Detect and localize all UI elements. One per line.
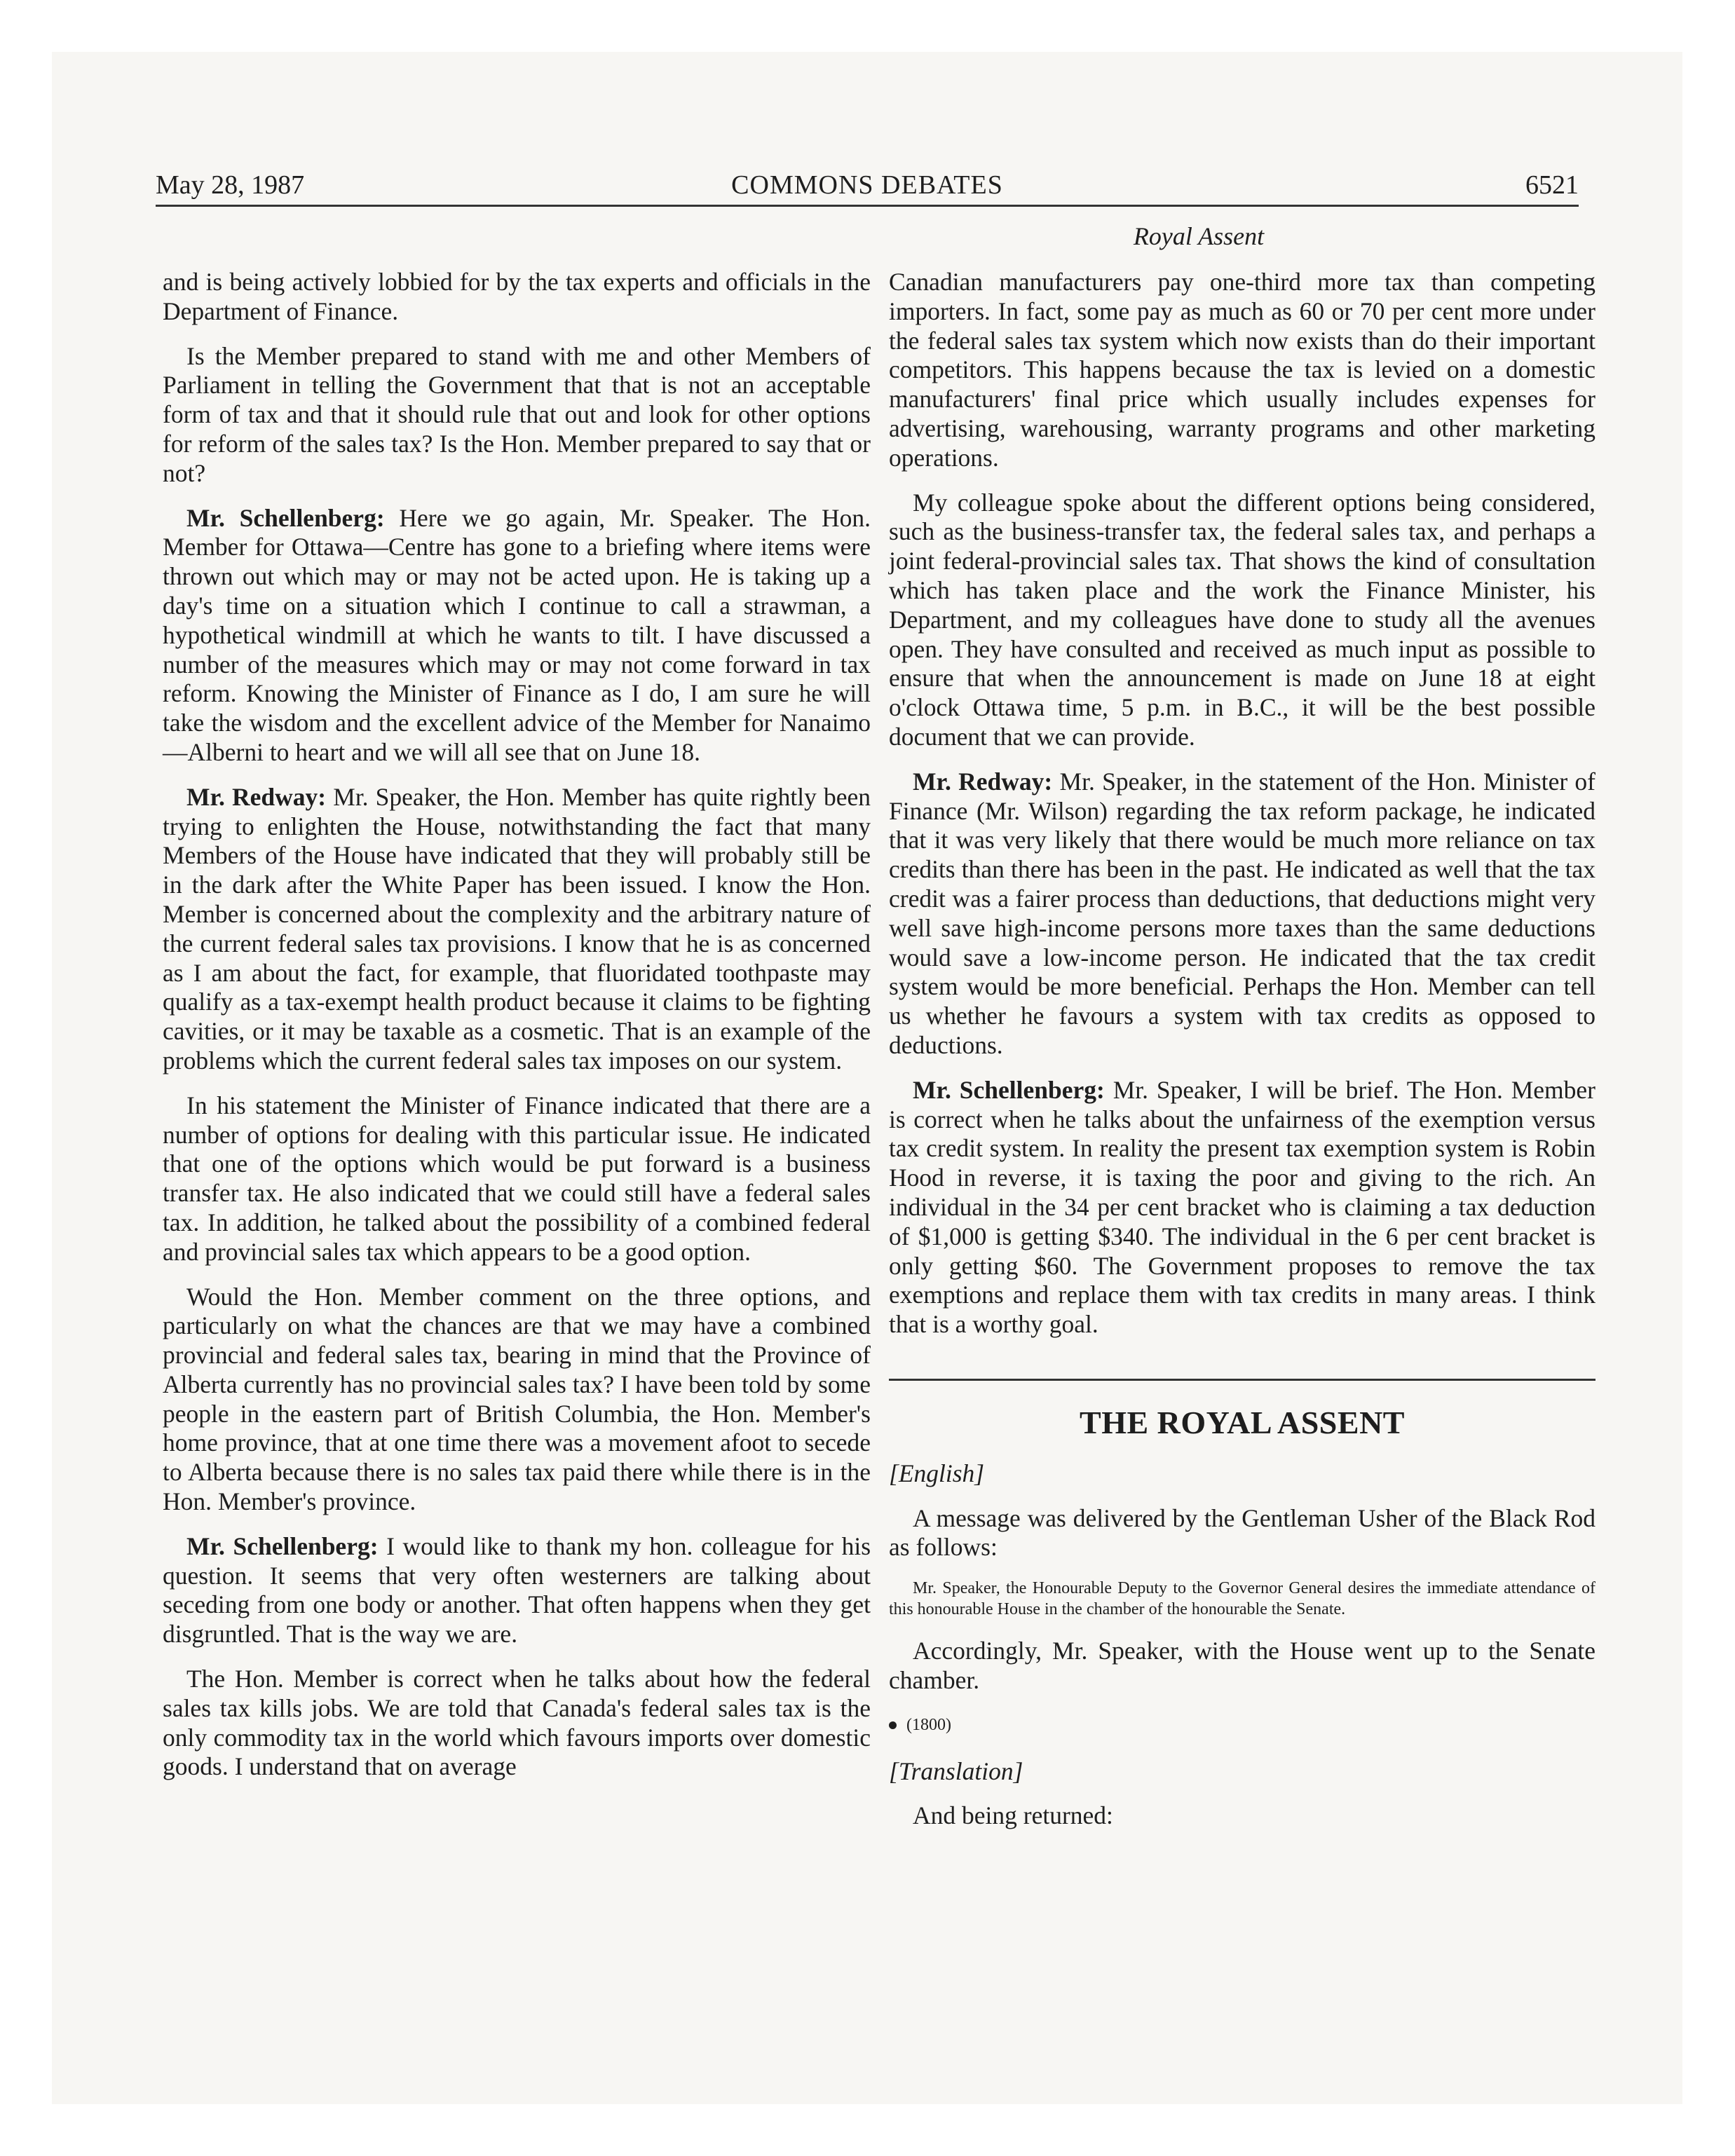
- paragraph: A message was delivered by the Gentleman Usher of the Black Rod as follows:: [889, 1503, 1595, 1562]
- speech-text: Mr. Speaker, I will be brief. The Hon. Member is correct when he talks about the unfairness of the exemption versus tax credit system. In reality the present tax exemption system is Robin Hood in reverse, it is taxing the poor and giving to the rich. An individual in the 34 per cent bracket who is claiming a tax deduction of $1,000 is getting $340. The individual in the 6 per cent bracket is only getting $60. The Government proposes to remove the tax exemptions and replace them with tax credits in many areas. I think that is a worthy goal.: [889, 1075, 1595, 1339]
- speaker-name: Mr. Redway:: [913, 767, 1053, 796]
- paragraph: In his statement the Minister of Finance indicated that there are a number of options for dealing with this particular issue. He indicated that one of the options which would be put forward is a business transfer tax. He also indicated that we could still have a federal sales tax. In addition, he talked about the possibility of a combined federal and provincial sales tax which appears to be a good option.: [163, 1091, 871, 1266]
- paragraph: And being returned:: [913, 1801, 1113, 1830]
- language-tag: [Translation]: [889, 1756, 1023, 1785]
- paragraph: Is the Member prepared to stand with me and other Members of Parliament in telling the Government that that is not an acceptable form of tax and that it should rule that out and look for other options for reform of the sales tax? Is the Hon. Member prepared to say that or not?: [163, 341, 871, 487]
- speech-paragraph: [163, 1532, 871, 1649]
- timestamp: [889, 1711, 1595, 1740]
- speech-paragraph: [163, 783, 871, 1076]
- header-rule: [156, 205, 1579, 207]
- left-column: [163, 268, 871, 1797]
- page-number: 6521: [1525, 170, 1579, 200]
- language-tag: [English]: [889, 1459, 985, 1487]
- speech-paragraph: [889, 767, 1595, 1060]
- timestamp-text: (1800): [906, 1715, 951, 1734]
- header-date: May 28, 1987: [156, 170, 305, 200]
- quoted-message: Mr. Speaker, the Honourable Deputy to the Governor General desires the immediate attendance of this honourable House in the chamber of the honourable the Senate.: [889, 1579, 1595, 1619]
- running-head: Royal Assent: [1133, 222, 1265, 250]
- paragraph: Accordingly, Mr. Speaker, with the House went up to the Senate chamber.: [889, 1637, 1595, 1695]
- paragraph: Would the Hon. Member comment on the three options, and particularly on what the chances are that we may have a combined provincial and federal sales tax, bearing in mind that the Province of Alberta currently has no provincial sales tax? I have been told by some people in the eastern part of British Columbia, the Hon. Member's home province, that at one time there was a movement afoot to secede to Alberta because there is no sales tax paid there while there is in the Hon. Member's province.: [163, 1282, 871, 1516]
- paragraph: Canadian manufacturers pay one-third more tax than competing importers. In fact, some pay as much as 60 or 70 per cent more under the federal sales tax system which now exists than do their important competitors. This happens because the tax is levied on a domestic manufacturers' final price which usually includes expenses for advertising, warehousing, warranty programs and other marketing operations.: [889, 268, 1595, 472]
- speech-paragraph: [163, 504, 871, 767]
- speaker-name: Mr. Schellenberg:: [186, 1531, 379, 1560]
- speech-text: Mr. Speaker, the Hon. Member has quite rightly been trying to enlighten the House, notwithstanding the fact that many Members of the House have indicated that they will probably still be in the dark after the White Paper has been issued. I know the Hon. Member is concerned about the complexity and the arbitrary nature of the current federal sales tax provisions. I know that he is as concerned as I am about the fact, for example, that fluoridated toothpaste may qualify as a tax-exempt health product because it claims to be fighting cavities, or it may be taxable as a cosmetic. That is an example of the problems which the current federal sales tax imposes on our system.: [163, 782, 871, 1074]
- speech-text: Here we go again, Mr. Speaker. The Hon. Member for Ottawa—Centre has gone to a briefing where items were thrown out which may or may not be acted upon. He is taking up a day's time on a situation which I continue to call a strawman, a hypothetical windmill at which he wants to tilt. I have discussed a number of the measures which may or may not come forward in tax reform. Knowing the Minister of Finance as I do, I am sure he will take the wisdom and the excellent advice of the Member for Nanaimo—Alberni to heart and we will all see that on June 18.: [163, 503, 871, 766]
- speech-paragraph: [889, 1076, 1595, 1339]
- section-title: THE ROYAL ASSENT: [1080, 1404, 1405, 1440]
- speech-text: Mr. Speaker, in the statement of the Hon. Minister of Finance (Mr. Wilson) regarding the tax reform package, he indicated that it was very likely that there would be much more reliance on tax credits than there has been in the past. He indicated as well that the tax credit was a fairer process than deductions, that deductions might very well save high-income persons more taxes than the same deductions would save a low-income person. He indicated that the tax credit system would be more beneficial. Perhaps the Hon. Member can tell us whether he favours a system with tax credits as opposed to deductions.: [889, 767, 1595, 1059]
- speaker-name: Mr. Schellenberg:: [186, 503, 385, 532]
- page-header: [156, 170, 1579, 205]
- section-divider: [889, 1379, 1595, 1381]
- paragraph: My colleague spoke about the different options being considered, such as the business-transfer tax, the federal sales tax, and perhaps a joint federal-provincial sales tax. That shows the kind of consultation which has taken place and the work the Finance Minister, his Department, and my colleagues have done to study all the avenues open. They have consulted and received as much input as possible to ensure that when the announcement is made on June 18 at eight o'clock Ottawa time, 5 p.m. in B.C., it will be the best possible document that we can provide.: [889, 488, 1595, 751]
- header-title: COMMONS DEBATES: [731, 170, 1003, 200]
- speech-text: I would like to thank my hon. colleague for his question. It seems that very often westerners are talking about seceding from one body or another. That often happens when they get disgruntled. That is the way we are.: [163, 1531, 871, 1649]
- paragraph: and is being actively lobbied for by the tax experts and officials in the Department of Finance.: [163, 268, 871, 325]
- paragraph: The Hon. Member is correct when he talks about how the federal sales tax kills jobs. We are told that Canada's federal sales tax is the only commodity tax in the world which favours imports over domestic goods. I understand that on average: [163, 1665, 871, 1781]
- bullet-icon: [889, 1721, 897, 1729]
- right-column: [889, 268, 1595, 1846]
- speaker-name: Mr. Redway:: [186, 782, 327, 811]
- speaker-name: Mr. Schellenberg:: [913, 1075, 1105, 1104]
